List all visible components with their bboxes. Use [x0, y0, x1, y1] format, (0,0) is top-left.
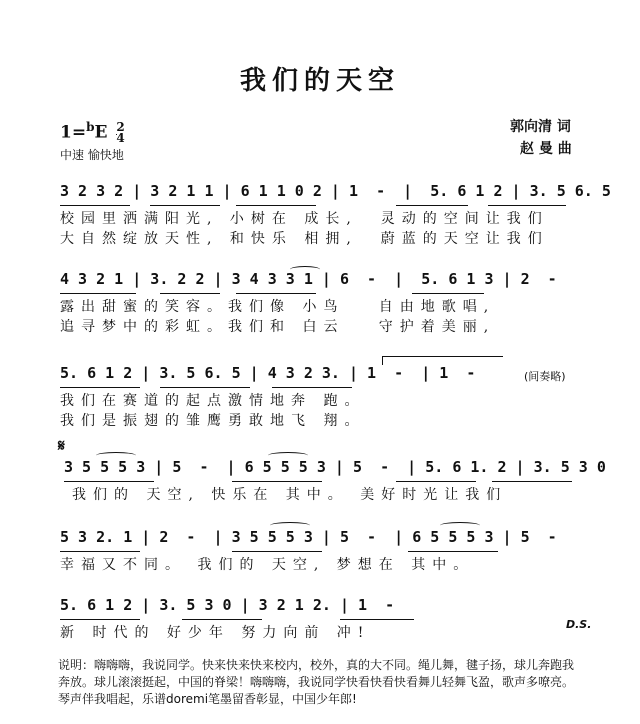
time-bottom: 4	[116, 131, 125, 146]
song-title: 我们的天空	[239, 66, 400, 96]
time-signature	[116, 122, 124, 144]
lyric-verse-1: 我们在赛道的起点激情地奔 跑。	[60, 393, 366, 409]
lyric-verse-1: 露出甜蜜的笑容。我们像 小鸟 自由地歌唱,	[60, 299, 496, 315]
key-prefix: 1=	[60, 122, 87, 143]
tempo-marking: 中速 愉快地	[60, 148, 124, 162]
time-top: 2	[116, 120, 125, 135]
notation-line: 5. 6 1 2 | 3. 5 6. 5 | 4 3 2 3. | 1 - | 1 -	[60, 364, 476, 382]
lyric-verse-1: 校园里洒满阳光, 小树在 成长, 灵动的空间让我们	[60, 211, 549, 227]
lyric-chorus: 新 时代的 好少年 努力向前 冲!	[60, 625, 371, 641]
interlude-note: (间奏略)	[524, 370, 566, 383]
dal-segno-mark: D.S.	[566, 618, 592, 631]
lyric-chorus: 幸福又不同。 我们的 天空, 梦想在 其中。	[60, 557, 475, 573]
notation-line: 3 2 3 2 | 3 2 1 1 | 6 1 1 0 2 | 1 - | 5. 6 1 2 | 3. 5 6. 5	[60, 182, 611, 200]
notation-line: 3 5 5 5 3 | 5 - | 6 5 5 5 3 | 5 - | 5. 6 1. 2 | 3. 5 3 0	[64, 458, 606, 476]
segno-sign: 𝄋	[58, 436, 65, 455]
composer-credit: 赵 曼 曲	[520, 141, 572, 157]
lyric-verse-2: 追寻梦中的彩虹。我们和 白云 守护着美丽,	[60, 319, 496, 335]
notation-line: 5. 6 1 2 | 3. 5 3 0 | 3 2 1 2. | 1 -	[60, 596, 395, 614]
notation-line: 4 3 2 1 | 3. 2 2 | 3 4 3 3 1 | 6 - | 5. 6 1 3 | 2 -	[60, 270, 557, 288]
explanation-note: 说明：嗨嗨嗨，我说同学。快来快来快来校内，校外，真的大不同。绳儿舞，毽子扬，球儿奔跑我奔放。球儿滚滚挺起，中国的脊梁！嗨嗨嗨，我说同学快看快看快看舞儿轻舞飞盈，歌声多嘹亮。琴声伴我唱起，乐谱doremi笔墨留香彰显，中国少年郎!	[58, 658, 575, 706]
key-signature	[60, 120, 125, 144]
lyricist-credit: 郭向清 词	[510, 119, 571, 135]
lyric-verse-2: 我们是振翅的雏鹰勇敢地飞 翔。	[60, 413, 366, 429]
lyric-verse-2: 大自然绽放天性, 和快乐 相拥, 蔚蓝的天空让我们	[60, 231, 549, 247]
lyric-chorus: 我们的 天空, 快乐在 其中。 美好时光让我们	[72, 487, 508, 503]
flat-sign: b	[86, 120, 95, 134]
key-note: E	[94, 122, 108, 143]
notation-line: 5 3 2. 1 | 2 - | 3 5 5 5 3 | 5 - | 6 5 5 5 3 | 5 -	[60, 528, 557, 546]
